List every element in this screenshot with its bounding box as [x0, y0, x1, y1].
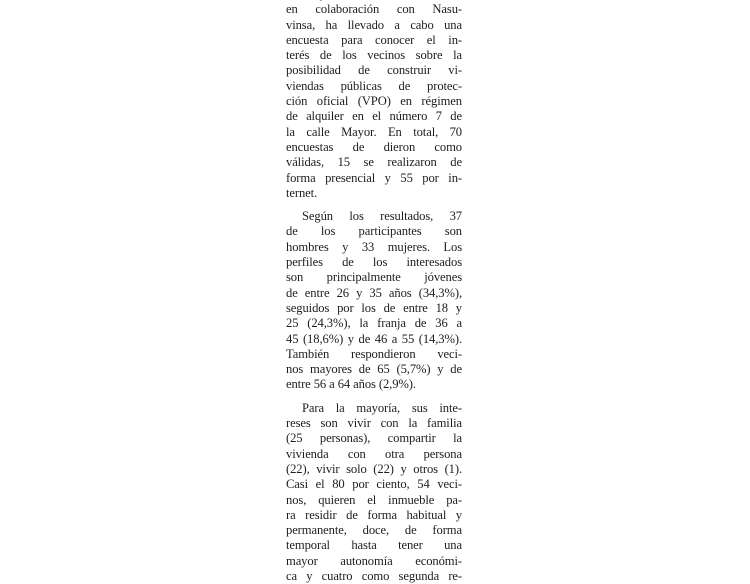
text-line: (22), vivir solo (22) y otros (1).	[286, 461, 462, 476]
text-line: de alquiler en el número 7 de	[286, 109, 462, 124]
text-line: nos mayores de 65 (5,7%) y de	[286, 362, 462, 377]
text-line: hombres y 33 mujeres. Los	[286, 239, 462, 254]
text-line: ción oficial (VPO) en régimen	[286, 94, 462, 109]
text-line: Según los resultados, 37	[302, 209, 462, 224]
text-line: viendas públicas de protec-	[286, 78, 462, 93]
text-line: Casi el 80 por ciento, 54 veci-	[286, 477, 462, 492]
text-line: 25 (24,3%), la franja de 36 a	[286, 316, 462, 331]
text-line: encuestas de dieron como	[286, 139, 462, 154]
paragraph-gap	[286, 393, 462, 401]
text-line: de entre 26 y 35 años (34,3%),	[286, 285, 462, 300]
text-line: (25 personas), compartir la	[286, 431, 462, 446]
paragraph-3	[286, 401, 462, 584]
text-line: También respondieron veci-	[286, 346, 462, 361]
text-line: entre 56 a 64 años (2,9%).	[286, 377, 416, 392]
text-line: permanente, doce, de forma	[286, 523, 462, 538]
text-line: forma presencial y 55 por in-	[286, 170, 462, 185]
text-line: son principalmente jóvenes	[286, 270, 462, 285]
article-column	[286, 0, 462, 584]
paragraph-gap	[286, 201, 462, 209]
text-line: seguidos por los de entre 18 y	[286, 300, 462, 315]
text-line: nos, quieren el inmueble pa-	[286, 492, 462, 507]
text-line: de los participantes son	[286, 224, 462, 239]
text-line: encuesta para conocer el in-	[286, 32, 462, 47]
text-line: ternet.	[286, 185, 318, 200]
text-line: reses son vivir con la familia	[286, 416, 462, 431]
paragraph-2	[286, 209, 462, 393]
text-line: mayor autonomía económi-	[286, 553, 462, 568]
text-line: ca y cuatro como segunda re-	[286, 568, 462, 583]
text-line: posibilidad de construir vi-	[286, 63, 462, 78]
text-line: ra residir de forma habitual y	[286, 507, 462, 522]
text-line: Para la mayoría, sus inte-	[302, 400, 462, 415]
text-line: vinsa, ha llevado a cabo una	[286, 17, 462, 32]
text-line: 45 (18,6%) y de 46 a 55 (14,3%).	[286, 331, 462, 346]
paragraph-1	[286, 0, 462, 201]
text-line: terés de los vecinos sobre la	[286, 48, 462, 63]
text-line: la calle Mayor. En total, 70	[286, 124, 462, 139]
text-line: vivienda con otra persona	[286, 446, 462, 461]
text-line: temporal hasta tener una	[286, 538, 462, 553]
text-line: válidas, 15 se realizaron de	[286, 155, 462, 170]
text-line: en colaboración con Nasu-	[286, 2, 462, 17]
text-line: perfiles de los interesados	[286, 255, 462, 270]
